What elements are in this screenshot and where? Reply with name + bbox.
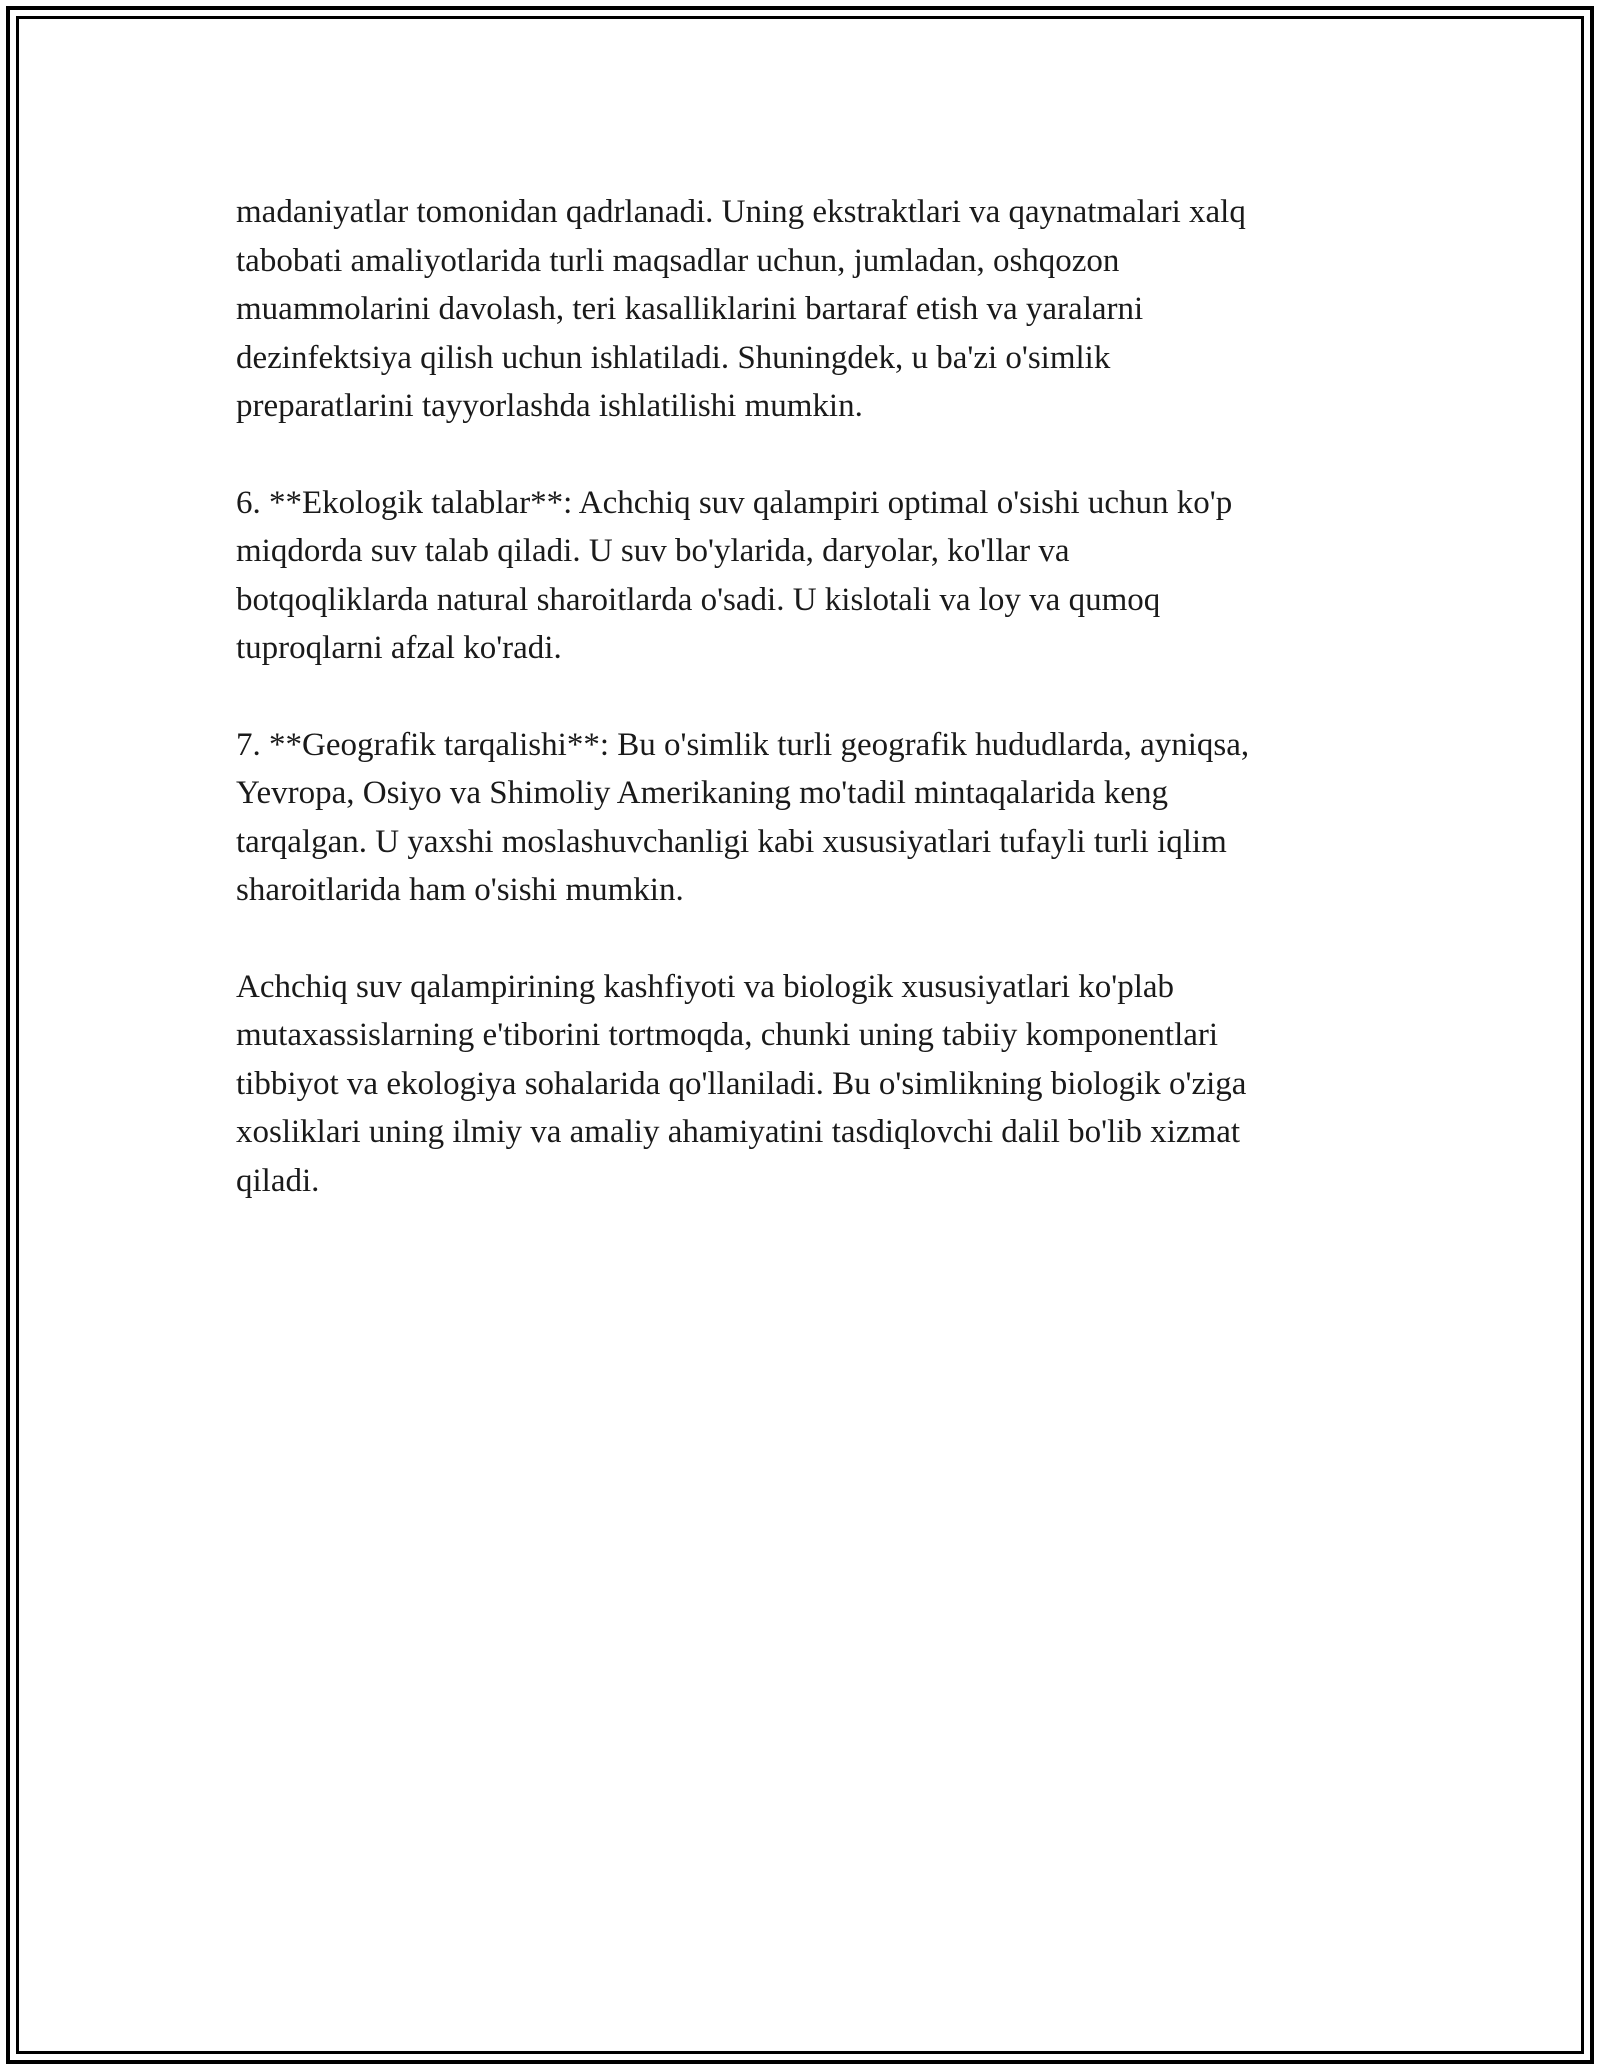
- paragraph-ecological-requirements: 6. **Ekologik talablar**: Achchiq suv qalampiri optimal o'sishi uchun ko'p miqdorda suv talab qiladi. U suv bo'ylarida, daryolar, ko'llar va botqoqliklarda natural sharoitlarda o'sadi. U kislotali va loy va qumoq tuproqlarni afzal ko'radi.: [236, 484, 1233, 666]
- document-body: [236, 188, 1376, 1253]
- paragraph-medicinal-use: madaniyatlar tomonidan qadrlanadi. Uning ekstraktlari va qaynatmalari xalq tabobati amaliyotlarida turli maqsadlar uchun, jumladan, oshqozon muammolarini davolash, teri kasalliklarini bartaraf etish va yaralarni dezinfektsiya qilish uchun ishlatiladi. Shuningdek, u ba'zi o'simlik preparatlarini tayyorlashda ishlatilishi mumkin.: [236, 194, 1246, 424]
- paragraph-conclusion: Achchiq suv qalampirining kashfiyoti va biologik xususiyatlari ko'plab mutaxassislarning e'tiborini tortmoqda, chunki uning tabiiy komponentlari tibbiyot va ekologiya sohalarida qo'llaniladi. Bu o'simlikning biologik o'ziga xosliklari uning ilmiy va amaliy ahamiyatini tasdiqlovchi dalil bo'lib xizmat qiladi.: [236, 968, 1247, 1199]
- paragraph-geographic-distribution: 7. **Geografik tarqalishi**: Bu o'simlik turli geografik hududlarda, ayniqsa, Yevropa, Osiyo va Shimoliy Amerikaning mo'tadil mintaqalarida keng tarqalgan. U yaxshi moslashuvchanligi kabi xususiyatlari tufayli turli iqlim sharoitlarida ham o'sishi mumkin.: [236, 726, 1250, 908]
